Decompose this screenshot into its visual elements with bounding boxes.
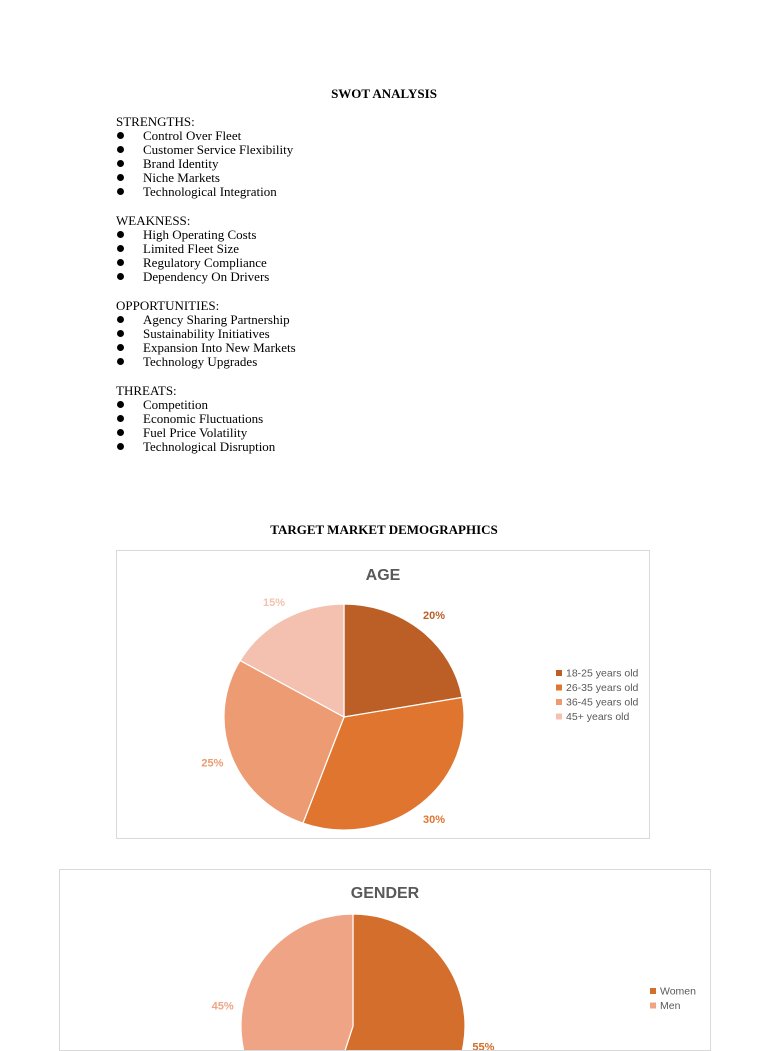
legend-label: 26-35 years old <box>566 682 639 694</box>
pie-slice <box>241 914 353 1050</box>
strengths-heading: STRENGTHS: <box>116 114 195 129</box>
legend-swatch <box>556 714 562 720</box>
data-label: 20% <box>422 610 446 623</box>
age-pie-chart <box>117 551 649 838</box>
opportunities-section <box>116 298 516 369</box>
list-item: Fuel Price Volatility <box>116 426 516 440</box>
legend-swatch <box>650 1003 656 1009</box>
list-item: Sustainability Initiatives <box>116 327 516 341</box>
threats-section <box>116 383 516 454</box>
weakness-section <box>116 213 516 284</box>
legend-label: Men <box>660 1000 681 1012</box>
data-label: 45% <box>211 1000 234 1013</box>
data-label: 15% <box>262 596 286 609</box>
list-item: High Operating Costs <box>116 228 516 242</box>
swot-title: SWOT ANALYSIS <box>331 86 437 101</box>
list-item: Economic Fluctuations <box>116 412 516 426</box>
age-chart <box>116 550 650 839</box>
list-item: Agency Sharing Partnership <box>116 313 516 327</box>
list-item: Technological Integration <box>116 185 516 199</box>
swot-list <box>116 114 516 468</box>
weakness-heading: WEAKNESS: <box>116 213 191 228</box>
list-item: Competition <box>116 398 516 412</box>
gender-pie-chart <box>60 870 710 1050</box>
gender-chart-title: GENDER <box>350 885 420 902</box>
list-item: Brand Identity <box>116 157 516 171</box>
list-item: Limited Fleet Size <box>116 242 516 256</box>
list-item: Technological Disruption <box>116 440 516 454</box>
demographics-title: TARGET MARKET DEMOGRAPHICS <box>270 522 498 537</box>
list-item: Expansion Into New Markets <box>116 341 516 355</box>
legend-swatch <box>556 685 562 691</box>
list-item: Customer Service Flexibility <box>116 143 516 157</box>
legend-label: 36-45 years old <box>566 696 639 709</box>
list-item: Dependency On Drivers <box>116 270 516 284</box>
threats-heading: THREATS: <box>116 383 177 398</box>
legend-label: Women <box>660 985 696 998</box>
legend-swatch <box>556 670 562 676</box>
list-item: Niche Markets <box>116 171 516 185</box>
legend-swatch <box>556 699 562 705</box>
legend-label: 45+ years old <box>566 711 630 723</box>
strengths-section <box>116 114 516 199</box>
data-label: 25% <box>201 757 224 770</box>
legend-swatch <box>650 988 656 994</box>
list-item: Regulatory Compliance <box>116 256 516 270</box>
list-item: Control Over Fleet <box>116 129 516 143</box>
opportunities-heading: OPPORTUNITIES: <box>116 298 220 313</box>
data-label: 30% <box>422 813 446 826</box>
age-chart-title: AGE <box>365 567 401 584</box>
list-item: Technology Upgrades <box>116 355 516 369</box>
data-label: 55% <box>472 1041 495 1050</box>
legend-label: 18-25 years old <box>566 667 639 680</box>
